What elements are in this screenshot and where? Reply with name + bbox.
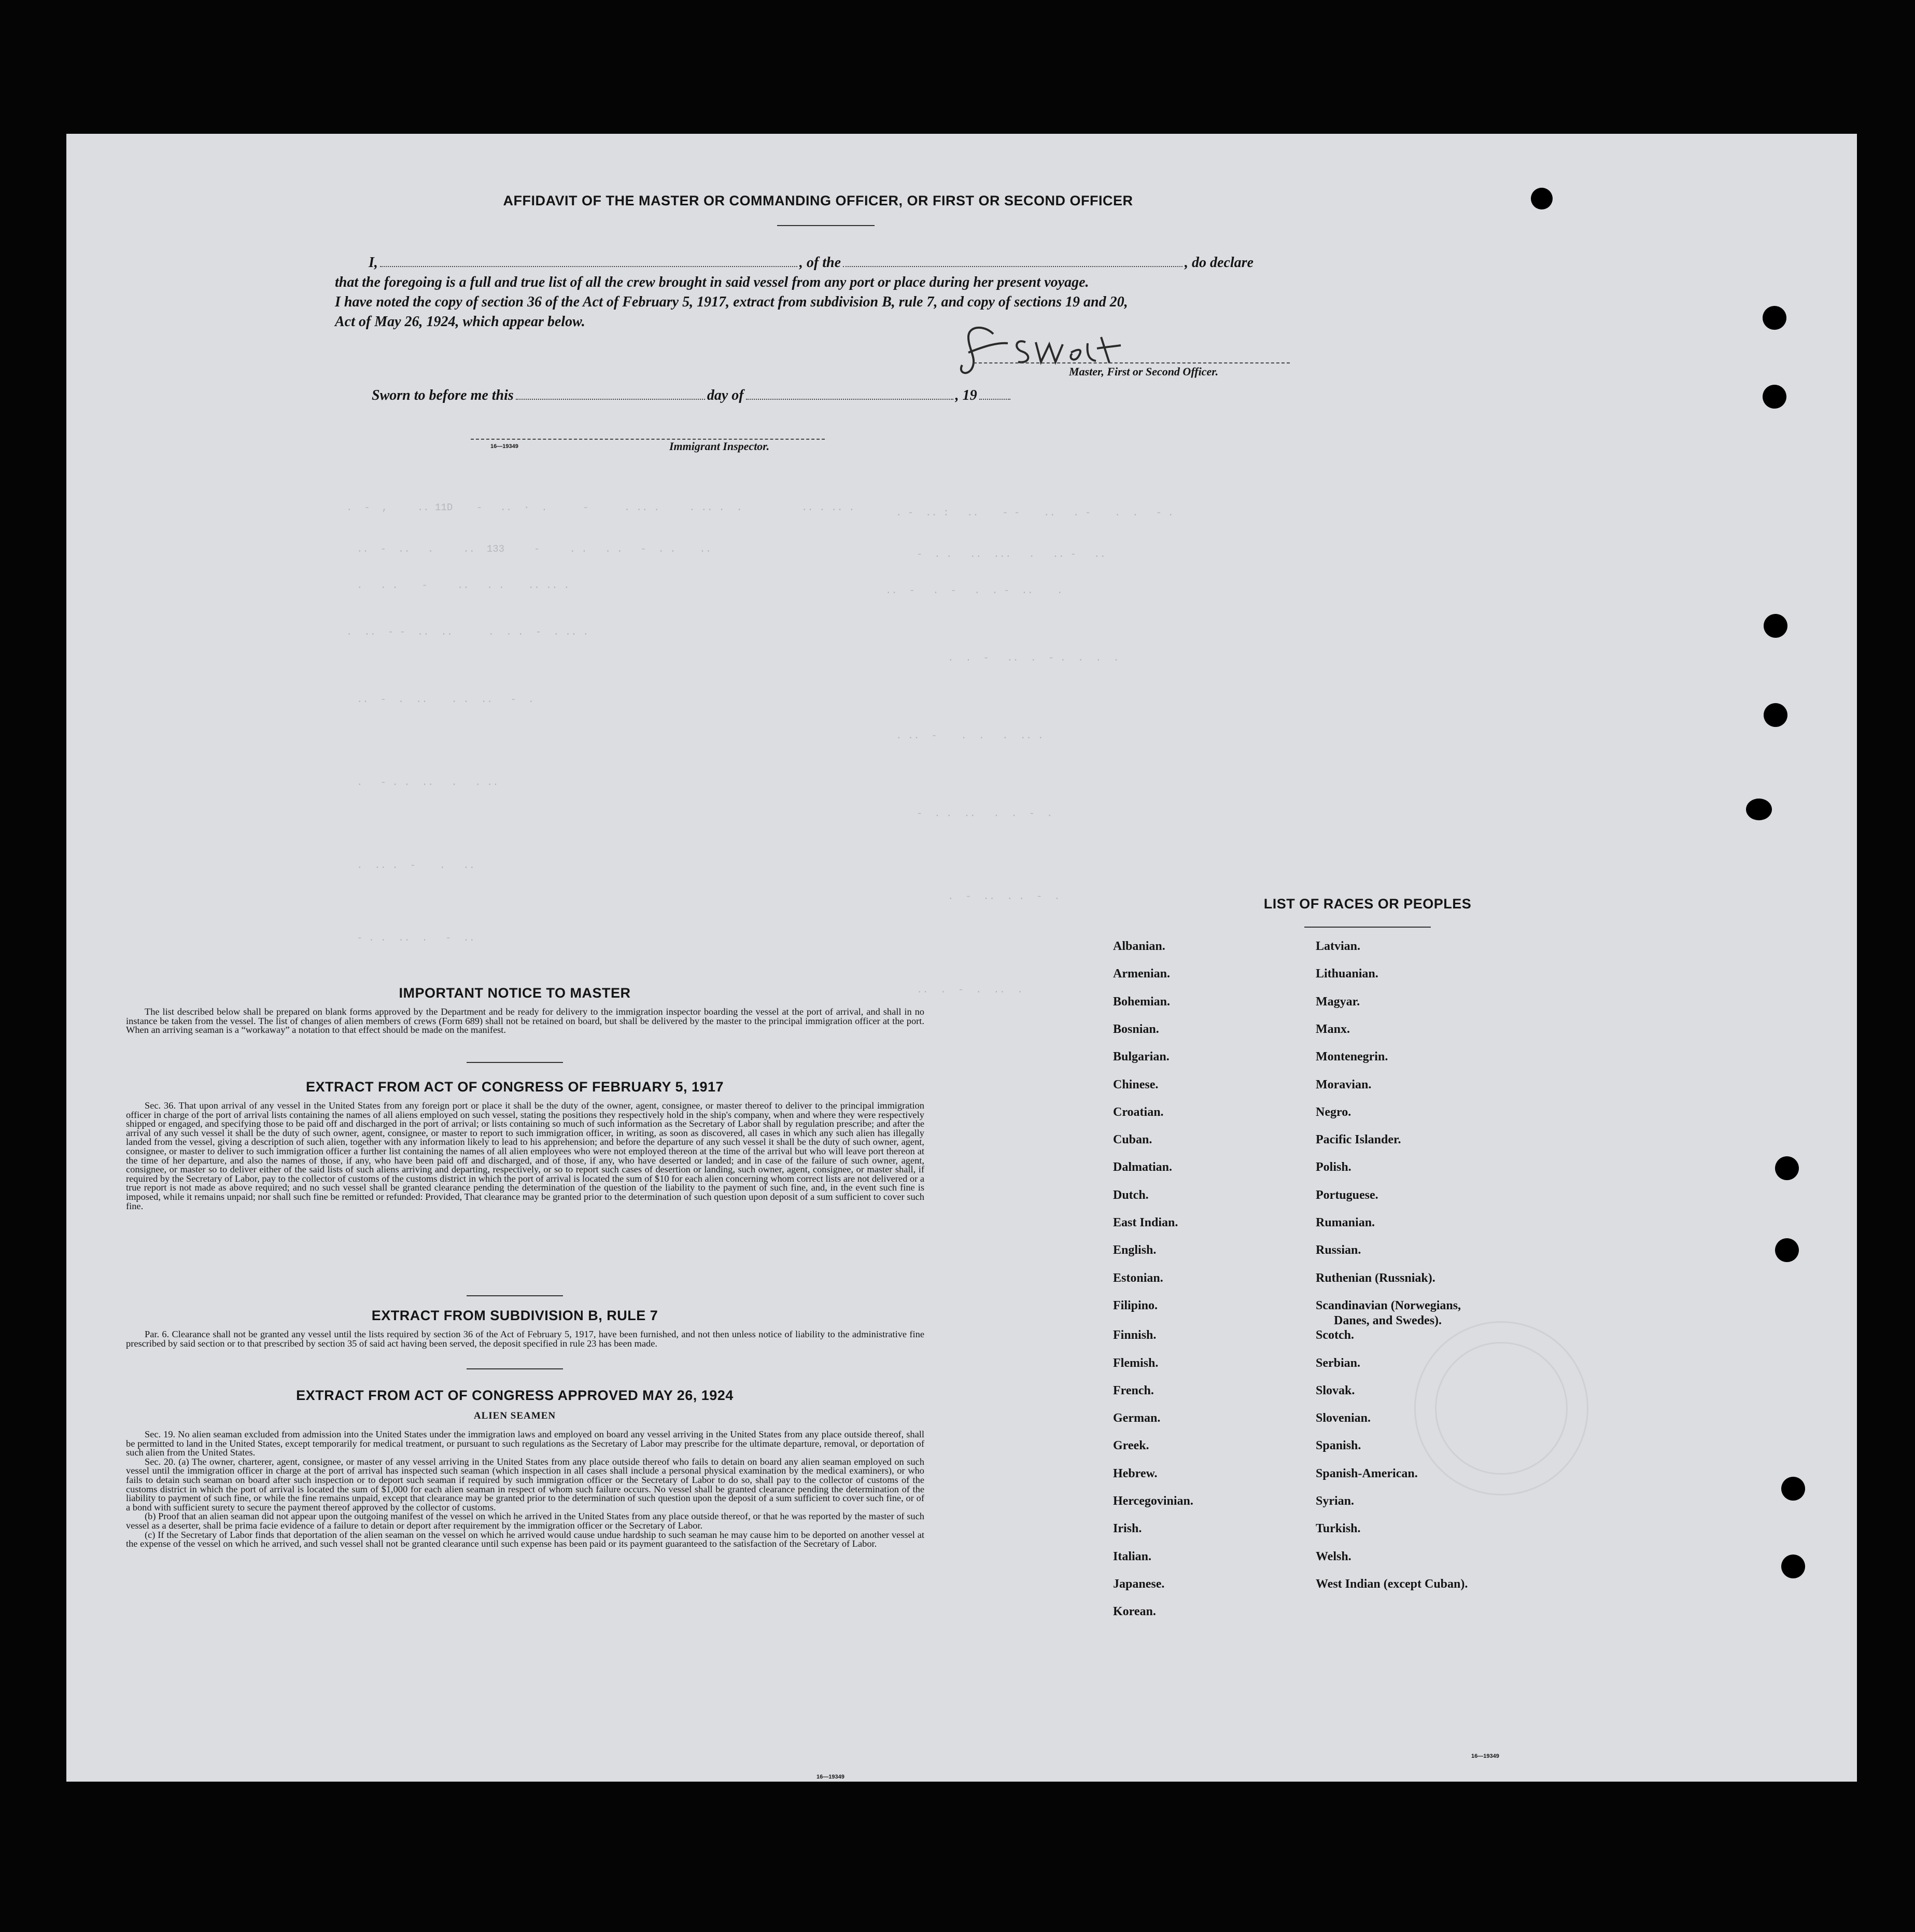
race-item: Hebrew. (1113, 1466, 1158, 1480)
sec-20a-paragraph: Sec. 20. (a) The owner, charterer, agent, consignee, or master of any vessel arriving in the United States from any place outside thereof who fails to detain on board any alien seaman employed on such vessel until the immigration officer in charge at the port of arrival has inspected such seaman (which inspection in all cases shall include a personal physical examination by the medical examiners), or who fails to detain such seaman on board after such inspection or to deport such seaman if required by such immigration officer or the Secretary of Labor to do so, shall pay to the collector of customs of the customs district in which the port of arrival is located the sum of $1,000 for each alien seaman in respect of whom such failure occurs. No vessel shall be granted clearance pending the determination of the liability to payment of such fine, or while the fine remains unpaid, except that clearance may be granted prior to the determination of such question upon the deposit of a sum sufficient to cover such fine, or of a bond with sufficient surety to secure the payment thereof approved by the collector of customs. (126, 1456, 924, 1513)
vessel-field (843, 266, 1182, 267)
race-item: Japanese. (1113, 1577, 1165, 1591)
year-field (979, 399, 1010, 400)
affidavit-form-number: 16—19349 (490, 443, 518, 450)
extract-rule7-title: EXTRACT FROM SUBDIVISION B, RULE 7 (371, 1308, 658, 1323)
race-item: Welsh. (1316, 1549, 1351, 1563)
race-item: Estonian. (1113, 1271, 1163, 1285)
of-the-label: , of the (799, 255, 841, 271)
race-item: Croatian. (1113, 1105, 1164, 1119)
par-6-paragraph: Par. 6. Clearance shall not be granted any vessel until the lists required by section 36 of the Act of February 5, 1917, have been furnished, and not then unless notice of liability to the administrative fine prescribed by said section or to that prescribed by section 35 of said act having been served, the deposit specified in rule 23 has been made. (126, 1329, 924, 1349)
affidavit-line-1 (335, 253, 1346, 273)
sec-19-paragraph: Sec. 19. No alien seaman excluded from admission into the United States under the immigration laws and employed on board any vessel arriving in the United States from any place outside thereof, shall be permitted to land in the United States, except temporarily for medical treatment, or pursuant to such regulations as the Secretary of Labor may prescribe for the ultimate departure, removal, or deportation of such alien from the United States. (126, 1429, 924, 1458)
race-item: Dutch. (1113, 1188, 1149, 1202)
race-item: Spanish. (1316, 1439, 1361, 1453)
punch-hole (1763, 306, 1786, 330)
affidavit-line-4: Act of May 26, 1924, which appear below. (335, 314, 585, 330)
master-signature-line (974, 362, 1290, 363)
races-title-rule (1304, 927, 1431, 928)
sec-36-paragraph: Sec. 36. That upon arrival of any vessel in the United States from any foreign port or place it shall be the duty of the owner, agent, consignee, or master thereof to deliver to the principal immigration officer in charge of the port of arrival lists containing the names of all aliens employed on such vessel, stating the positions they respectively hold in the ship's company, when and where they were respectively shipped or engaged, and specifying those to be paid off and discharged in the port of arrival; or lists containing so much of such information as the Secretary of Labor shall by regulation prescribe; and after the arrival of any such vessel it shall be the duty of such owner, agent, consignee, or master to report to such immigration officer, in writing, as soon as discovered, all cases in which any such alien has illegally landed from the vessel, giving a description of such alien, together with any information likely to lead to his apprehension; and before the departure of any such vessel it shall be the duty of such owner, agent, consignee, or master to deliver to such immigration officer a further list containing the names of all alien employees who were not employed thereon at the time of the arrival but who will leave port thereon at the time of her departure, and also the names of those, if any, who have been paid off and discharged, and of those, if any, who have deserted or landed; and in case of the failure of such owner, agent, consignee, or master so to deliver either of the said lists of such aliens arriving and departing, respectively, or so to report such cases of desertion or landing, such owner, agent, consignee, or master shall, if required by the Secretary of Labor, pay to the collector of customs of the customs district in which the port of arrival is located the sum of $10 for each alien concerning whom correct lists are not delivered or a true report is not made as above required; and no such vessel shall be granted clearance pending the determination of the question of the liability to the payment of such fine, and, in the event such fine is imposed, while it remains unpaid; nor shall such fine be remitted or refunded: Provided, That clearance may be granted prior to the determination of such question upon deposit of a sum sufficient to cover such fine. (126, 1100, 924, 1211)
race-item: Portuguese. (1316, 1188, 1378, 1202)
race-item: Albanian. (1113, 940, 1165, 953)
extract-1924-title: EXTRACT FROM ACT OF CONGRESS APPROVED MAY 26, 1924 (296, 1388, 734, 1403)
year-prefix-label: , 19 (955, 387, 977, 403)
punch-hole (1781, 1555, 1805, 1578)
race-item: Slovenian. (1316, 1411, 1371, 1425)
alien-seamen-subtitle: ALIEN SEAMEN (473, 1410, 556, 1421)
race-item: Latvian. (1316, 940, 1361, 953)
extract-form-number: 16—19349 (816, 1774, 844, 1780)
punch-hole (1763, 385, 1786, 409)
races-title: LIST OF RACES OR PEOPLES (1263, 896, 1472, 912)
sworn-label: Sworn to before me this (372, 387, 514, 403)
race-item: Syrian. (1316, 1494, 1355, 1508)
name-field (380, 266, 797, 267)
punch-hole (1775, 1238, 1799, 1262)
extract-1917-body (126, 1101, 924, 1211)
race-item: Armenian. (1113, 967, 1170, 981)
race-item: Dalmatian. (1113, 1160, 1172, 1174)
race-item: Bosnian. (1113, 1022, 1159, 1036)
inspector-label: Immigrant Inspector. (669, 440, 770, 453)
race-item: Magyar. (1316, 995, 1360, 1009)
notice-title: IMPORTANT NOTICE TO MASTER (399, 985, 631, 1001)
race-item: Ruthenian (Russniak). (1316, 1271, 1435, 1285)
race-item: Manx. (1316, 1022, 1350, 1036)
notice-paragraph: The list described below shall be prepared on blank forms approved by the Department and be ready for delivery to the immigration inspector boarding the vessel at the port of arrival, and shall in no instance be taken from the vessel. The list of changes of alien members of crews (Form 689) shall not be retained on board, but shall be delivered by the master to the principal immigration officer at the port. When an arriving seaman is a “workaway” a notation to that effect should be made on the manifest. (126, 1006, 924, 1035)
notice-body (126, 1007, 924, 1035)
race-item: Hercegovinian. (1113, 1494, 1193, 1508)
sec-20b-paragraph: (b) Proof that an alien seaman did not appear upon the outgoing manifest of the vessel on which he arrived in the United States from any place outside thereof, or that he was reported by the master of such vessel as a deserter, shall be prima facie evidence of a failure to detain or deport after requirement by the immigration officer or the Secretary of Labor. (126, 1511, 924, 1531)
race-item: Rumanian. (1316, 1216, 1375, 1229)
race-item: Cuban. (1113, 1133, 1152, 1147)
race-item: Serbian. (1316, 1356, 1361, 1370)
affidavit-line-3: I have noted the copy of section 36 of the Act of February 5, 1917, extract from subdivision B, rule 7, and copy of sections 19 and 20, (335, 294, 1128, 310)
punch-hole (1746, 799, 1772, 820)
punch-hole (1775, 1156, 1799, 1180)
race-item: Polish. (1316, 1160, 1351, 1174)
race-item: Filipino. (1113, 1298, 1158, 1312)
i-label: I, (369, 255, 378, 271)
race-item: Bohemian. (1113, 995, 1171, 1009)
race-item: Finnish. (1113, 1328, 1157, 1342)
race-item: German. (1113, 1411, 1161, 1425)
race-item: Scandinavian (Norwegians, (1316, 1298, 1461, 1312)
race-item: Lithuanian. (1316, 967, 1378, 981)
race-item: Moravian. (1316, 1077, 1372, 1091)
extract-rule7-body (126, 1330, 924, 1348)
race-item: Turkish. (1316, 1522, 1361, 1536)
race-item: Russian. (1316, 1243, 1361, 1257)
extract-1917-rule (467, 1295, 563, 1296)
master-label: Master, First or Second Officer. (1069, 365, 1219, 378)
punch-hole (1781, 1477, 1805, 1501)
race-item: West Indian (except Cuban). (1316, 1577, 1468, 1591)
race-item: Flemish. (1113, 1356, 1159, 1370)
race-item: Bulgarian. (1113, 1050, 1170, 1064)
race-item: Spanish-American. (1316, 1466, 1418, 1480)
race-item: Negro. (1316, 1105, 1351, 1119)
inspector-signature-line (471, 439, 825, 440)
affidavit-title-rule (777, 225, 875, 226)
affidavit-body (335, 253, 1346, 332)
notice-rule (467, 1062, 563, 1063)
punch-hole (1764, 614, 1787, 638)
month-field (746, 399, 953, 400)
sec-20c-paragraph: (c) If the Secretary of Labor finds that deportation of the alien seaman on the vessel on which he arrived would cause undue hardship to such seaman he may cause him to be deported on another vessel at the expense of the vessel on which he arrived, and such vessel shall not be granted clearance until such expense has been paid or its payment guaranteed to the satisfaction of the Secretary of Labor. (126, 1529, 924, 1549)
punch-hole (1764, 703, 1787, 727)
document-page: . - , .. 11D - .. · . - . .. . . .. . . .. . .. . . - .. : .. - - .. . - . . - . .. - .. . .. 133 - . . . . - . . .. - . . .. ... . .. - .. . . . - .. . . .. .. . .. - . - . . - .. . . .. - - .. .. . . . - . .. . . . - .. . - . . . . .. - . .. . . .. - . . .. - . . . .. . . - . . .. . . .. - . . .. . . - . . .. . - . .. . - .. . . - . - . . .. . - .. .. . - . .. . AFFIDAVIT OF THE MASTER OR COMMANDING OFFICER, OR FIRST OR SECOND OFFICER I, , of the , do declare that the foregoing is a full and true list of all the crew brought in said vessel from any port or place during her present voyage. I have noted the copy of section 36 of the Act of February 5, 1917, extract from subdivision B, rule 7, and copy of sections 19 and 20, Act of May 26, 1924, which appear below. Master, First or Second Officer. Sworn to before me this day of , 19 16—19349 Immigrant Inspector. IMPORTANT NOTICE TO MASTER The list described below shall be prepared on blank forms approved by the Department and be ready for delivery to the immigration inspector boarding the vessel at the port of arrival, and shall in no instance be taken from the vessel. The list of changes of alien members of crews (Form 689) shall not be retained on board, but shall be delivered by the master to the principal immigration officer at the port. When an arriving seaman is a “workaway” a notation to that effect should be made on the manifest. EXTRACT FROM ACT OF CONGRESS OF FEBRUARY 5, 1917 Sec. 36. That upon arrival of any vessel in the United States from any foreign port or place it shall be the duty of the owner, agent, consignee, or master thereof to deliver to the principal immigration officer in charge of the port of arrival lists containing the names of all aliens employed on such vessel, stating the positions they respectively hold in the ship's company, when and where they were respectively shipped or engaged, and specifying those to be paid off and discharged in the port of arrival; or lists containing so much of such information as the Secretary of Labor shall by regulation prescribe; and after the arrival of any such vessel it shall be the duty of such owner, agent, consignee, or master to report to such immigration officer, in writing, as soon as discovered, all cases in which any such alien has illegally landed from the vessel, giving a description of such alien, together with any information likely to lead to his apprehension; and before the departure of any such vessel it shall be the duty of such owner, agent, consignee, or master to deliver to such immigration officer a further list containing the names of all alien employees who were not employed thereon at the time of the arrival but who will leave port thereon at the time of her departure, and also the names of those, if any, who have been paid off and discharged, and of those, if any, who have deserted or landed; and in case of the failure of such owner, agent, consignee, or master so to deliver either of the said lists of such aliens arriving and departing, respectively, or so to report such cases of desertion or landing, such owner, agent, consignee, or master shall, if required by the Secretary of Labor, pay to the collector of customs of the customs district in which the port of arrival is located the sum of $10 for each alien concerning whom correct lists are not delivered or a true report is not made as above required; and no such vessel shall be granted clearance pending the determination of the question of the liability to the payment of such fine, and, in the event such fine is imposed, while it remains unpaid; nor shall such fine be remitted or refunded: Provided, That clearance may be granted prior to the determination of such question upon deposit of a sum sufficient to cover such fine. EXTRACT FROM SUBDIVISION B, RULE 7 Par. 6. Clearance shall not be granted any vessel until the lists required by section 36 of the Act of February 5, 1917, have been furnished, and not then unless notice of liability to the administrative fine prescribed by said section or to that prescribed by section 35 of said act having been served, the deposit specified in rule 23 has been made. EXTRACT FROM ACT OF CONGRESS APPROVED MAY 26, 1924 ALIEN SEAMEN Sec. 19. No alien seaman excluded from admission into the United States under the immigration laws and employed on board any vessel arriving in the United States from any place outside thereof, shall be permitted to land in the United States, except temporarily for medical treatment, or pursuant to such regulations as the Secretary of Labor may prescribe for the ultimate departure, removal, or deportation of such alien from the United States. Sec. 20. (a) The owner, charterer, agent, consignee, or master of any vessel arriving in the United States from any place outside thereof who fails to detain on board any alien seaman employed on such vessel until the immigration officer in charge at the port of arrival has inspected such seaman (which inspection in all cases shall include a personal physical examination by the medical examiners), or who fails to detain such seaman on board after such inspection or to deport such seaman if required by such immigration officer or the Secretary of Labor to do so, shall pay to the collector of customs of the customs district in which the port of arrival is located the sum of $1,000 for each alien seaman in respect of whom such failure occurs. No vessel shall be granted clearance pending the determination of the liability to payment of such fine, or while the fine remains unpaid, except that clearance may be granted prior to the determination of such question upon the deposit of a sum sufficient to cover such fine, or of a bond with sufficient surety to secure the payment thereof approved by the collector of customs. (b) Proof that an alien seaman did not appear upon the outgoing manifest of the vessel on which he arrived in the United States from any place outside thereof, or that he was reported by the master of such vessel as a deserter, shall be prima facie evidence of a failure to detain or deport after requirement by the immigration officer or the Secretary of Labor. (c) If the Secretary of Labor finds that deportation of the alien seaman on the vessel on which he arrived would cause undue hardship to such seaman he may cause him to be deported on another vessel at the expense of the vessel on which he arrived, and such vessel shall not be granted clearance until such expense has been paid or its payment guaranteed to the satisfaction of the Secretary of Labor. 16—19349 LIST OF RACES OR PEOPLES Albanian. Armenian. Bohemian. Bosnian. Bulgarian. Chinese. Croatian. Cuban. Dalmatian. Dutch. East Indian. English. Estonian. Filipino. Finnish. Flemish. French. German. Greek. Hebrew. Hercegovinian. Irish. Italian. Japanese. Korean. Latvian. Lithuanian. Magyar. Manx. Montenegrin. Moravian. Negro. Pacific Islander. Polish. Portuguese. Rumanian. Russian. Ruthenian (Russniak). Scandinavian (Norwegians, Danes, and Swedes). Scotch. Serbian. Slovak. Slovenian. Spanish. Spanish-American. Syrian. Turkish. Welsh. West Indian (except Cuban). 16—19349 (66, 134, 1857, 1782)
race-item: Italian. (1113, 1549, 1152, 1563)
sworn-line (372, 386, 1012, 405)
race-item: Slovak. (1316, 1383, 1355, 1397)
do-declare-label: , do declare (1185, 255, 1254, 271)
race-item: Danes, and Swedes). (1334, 1313, 1442, 1327)
race-item: Korean. (1113, 1605, 1156, 1619)
races-form-number: 16—19349 (1471, 1753, 1499, 1759)
race-item: French. (1113, 1383, 1154, 1397)
extract-1917-title: EXTRACT FROM ACT OF CONGRESS OF FEBRUARY 5, 1917 (305, 1079, 724, 1095)
extract-1924-body (126, 1430, 924, 1549)
punch-hole (1531, 188, 1553, 209)
race-item: English. (1113, 1243, 1157, 1257)
day-of-label: day of (707, 387, 744, 403)
race-item: Pacific Islander. (1316, 1133, 1401, 1147)
race-item: Scotch. (1316, 1328, 1354, 1342)
race-item: Montenegrin. (1316, 1050, 1388, 1064)
race-item: Greek. (1113, 1439, 1149, 1453)
affidavit-line-2: that the foregoing is a full and true list of all the crew brought in said vessel from any port or place during her present voyage. (335, 274, 1089, 290)
race-item: Irish. (1113, 1522, 1142, 1536)
extract-rule7-rule (467, 1368, 563, 1369)
affidavit-title: AFFIDAVIT OF THE MASTER OR COMMANDING OFFICER, OR FIRST OR SECOND OFFICER (503, 193, 1133, 208)
sworn-day-field (516, 399, 705, 400)
race-item: Chinese. (1113, 1077, 1159, 1091)
race-item: East Indian. (1113, 1216, 1178, 1229)
